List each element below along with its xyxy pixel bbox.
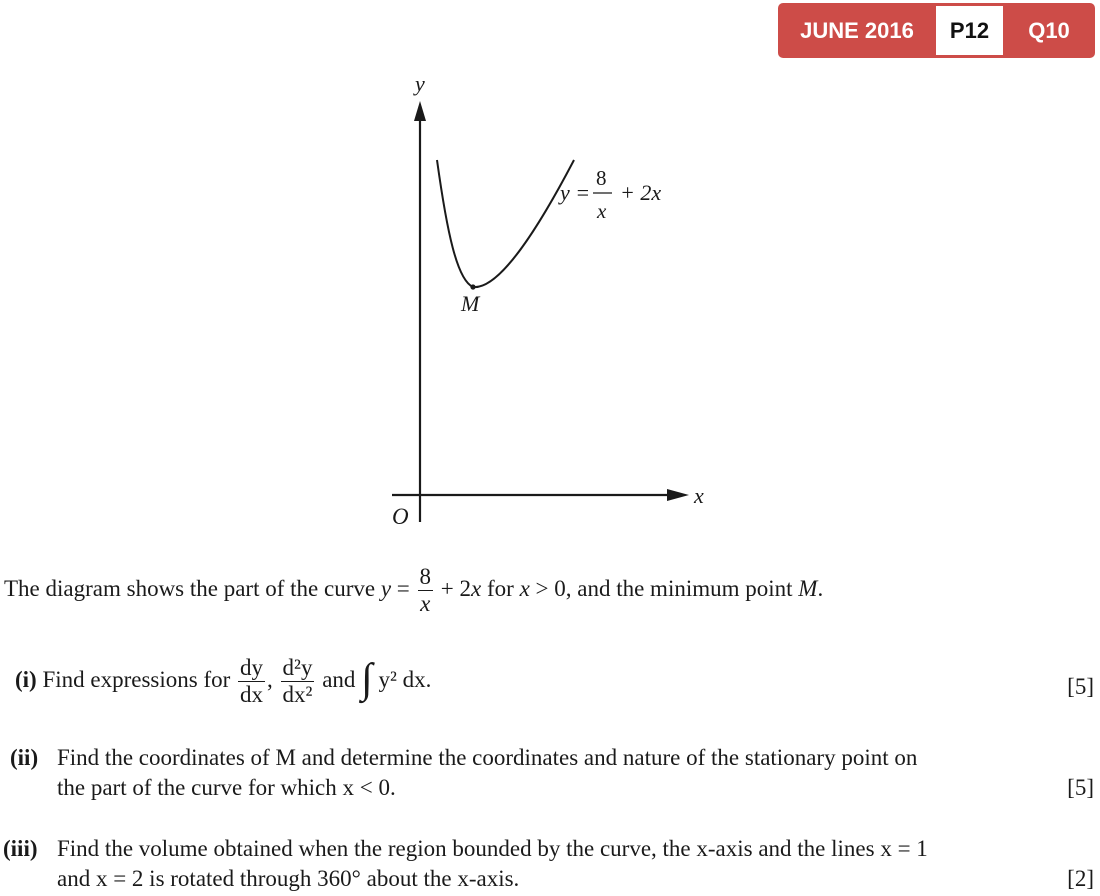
part-ii-line-2: the part of the curve for which x < 0.	[57, 775, 396, 800]
intro-plus: + 2	[435, 575, 472, 601]
part-i-label: (i)	[15, 666, 37, 692]
part-iii-marks: [2]	[1067, 866, 1094, 891]
paper-number-label: P12	[936, 6, 1003, 55]
curve-label-denominator: x	[597, 199, 607, 223]
part-i-and: and	[316, 666, 362, 692]
part-iii-line-1: Find the volume obtained when the region bounded by the curve, the x-axis and the lines x = 1	[57, 836, 928, 861]
intro-sentence	[4, 565, 823, 616]
curve-label-rhs: + 2x	[620, 180, 662, 205]
part-ii-label: (ii)	[10, 745, 39, 770]
minimum-point-label: M	[461, 291, 480, 316]
dy-dx-numerator: dy	[238, 656, 265, 682]
curve-label-numerator: 8	[596, 166, 607, 190]
question-number-label: Q10	[1028, 17, 1070, 43]
intro-y: y	[380, 575, 392, 601]
intro-fraction	[418, 565, 434, 616]
part-i	[15, 656, 431, 707]
x-axis-arrow	[667, 489, 689, 501]
curve	[437, 160, 574, 287]
intro-text-before: The diagram shows the part of the curve	[4, 575, 381, 601]
intro-condition: > 0, and the minimum point	[529, 575, 799, 601]
part-i-integrand: y² dx.	[378, 666, 432, 692]
y-axis-label: y	[415, 71, 425, 96]
exam-session-label: JUNE 2016	[800, 17, 914, 43]
part-i-marks: [5]	[1067, 674, 1094, 699]
d2y-dx2-numerator: d²y	[281, 656, 315, 682]
integral-sign: ∫	[361, 655, 373, 702]
part-ii-line-1: Find the coordinates of M and determine the coordinates and nature of the stationary point on	[57, 745, 918, 770]
minimum-point-marker	[470, 284, 475, 289]
part-iii-label: (iii)	[3, 836, 38, 861]
intro-eq: =	[391, 575, 416, 601]
dy-dx-fraction	[238, 656, 265, 707]
intro-fraction-denominator: x	[420, 591, 431, 617]
part-i-comma: ,	[267, 666, 273, 692]
y-axis-arrow	[414, 101, 426, 121]
d2y-dx2-denominator: dx²	[282, 682, 313, 708]
x-axis-label: x	[694, 483, 704, 508]
part-iii-line-2: and x = 2 is rotated through 360° about the x-axis.	[57, 866, 520, 891]
intro-x2: x	[519, 575, 530, 601]
intro-M: M	[798, 575, 818, 601]
curve-label-lhs: y =	[560, 180, 591, 205]
dy-dx-denominator: dx	[240, 682, 264, 708]
intro-for: for	[481, 575, 520, 601]
origin-label: O	[392, 504, 409, 529]
part-i-text: Find expressions for	[42, 666, 237, 692]
d2y-dx2-fraction	[281, 656, 315, 707]
part-ii-marks: [5]	[1067, 775, 1094, 800]
intro-end: .	[817, 575, 824, 601]
intro-x1: x	[471, 575, 482, 601]
intro-fraction-numerator: 8	[418, 565, 434, 591]
curve-equation-label	[558, 166, 661, 223]
